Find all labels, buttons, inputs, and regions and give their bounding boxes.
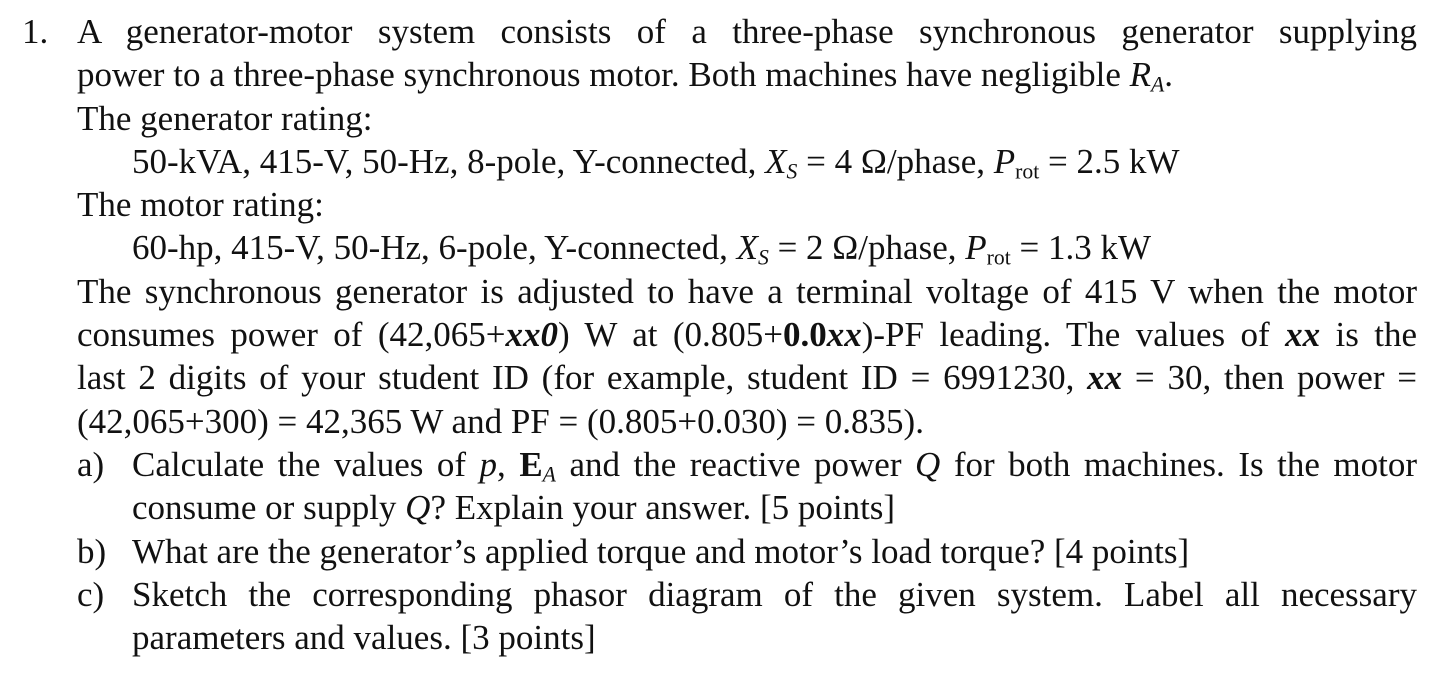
ea-symbol: E	[519, 444, 543, 484]
motor-heading: The motor rating:	[77, 185, 324, 225]
part-a	[77, 443, 1417, 530]
intro-line-1: A generator-motor system consists of a three-phase synchronous generator supplying	[77, 12, 1417, 51]
gen-xs-subscript: S	[786, 159, 798, 184]
para2-text-h: is the	[1320, 315, 1417, 355]
part-c-line-1: Sketch the corresponding phasor diagram of the given system. Label all necessary	[132, 574, 1417, 614]
gen-xs-symbol: X	[765, 141, 787, 181]
generator-specs	[77, 140, 1417, 183]
motor-prot-value: = 1.3 kW	[1010, 228, 1151, 268]
paragraph-line-4: (42,065+300) = 42,365 W and PF = (0.805+0.030) = 0.835).	[77, 401, 924, 441]
part-b-label: b)	[77, 531, 107, 571]
intro-text: power to a three-phase synchronous motor. Both machines have negligible	[77, 55, 1130, 95]
part-c-line-2: parameters and values. [3 points]	[132, 618, 596, 658]
problem-body	[77, 10, 1417, 659]
para2-text-a: consumes power of (42,065+	[77, 315, 506, 355]
para2-text-f: )-PF leading. The values of	[861, 315, 1286, 355]
part-a-text-d: for both machines. Is the motor	[940, 444, 1417, 484]
intro-end: .	[1164, 55, 1174, 95]
motor-xs-value: = 2 Ω/phase,	[768, 228, 966, 268]
part-a-line-1	[132, 443, 1417, 486]
problem-1	[22, 10, 1417, 659]
generator-specs-text: 50-kVA, 415-V, 50-Hz, 8-pole, Y-connected,	[132, 141, 766, 181]
part-a-text-c: and the reactive power	[555, 444, 916, 484]
part-a-line-2	[132, 486, 1417, 529]
para2-xx0: xx0	[505, 315, 558, 355]
part-a-label: a)	[77, 444, 105, 484]
part-a-text-b: ,	[497, 444, 520, 484]
gen-prot-value: = 2.5 kW	[1039, 141, 1180, 181]
ra-subscript: A	[1151, 72, 1165, 97]
part-a-text-e: consume or supply	[132, 488, 406, 528]
p-symbol: p	[479, 444, 498, 484]
para3-text-c: = 30, then power =	[1122, 358, 1417, 398]
paragraph-line-1: The synchronous generator is adjusted to have a terminal voltage of 415 V when the motor	[77, 271, 1417, 311]
part-b	[77, 530, 1417, 573]
ea-subscript: A	[542, 462, 556, 487]
motor-prot-symbol: P	[965, 228, 987, 268]
intro-line-2	[77, 53, 1417, 96]
gen-prot-subscript: rot	[1015, 159, 1040, 184]
motor-specs	[77, 226, 1417, 269]
motor-xs-subscript: S	[757, 245, 769, 270]
para2-xx: xx	[826, 315, 862, 355]
gen-prot-symbol: P	[993, 141, 1016, 181]
motor-specs-text: 60-hp, 415-V, 50-Hz, 6-pole, Y-connected,	[132, 228, 737, 268]
part-b-text: What are the generator’s applied torque and motor’s load torque? [4 points]	[132, 531, 1190, 571]
para2-bold-00: 0.0	[783, 315, 827, 355]
part-a-text-a: Calculate the values of	[132, 444, 480, 484]
part-c	[77, 573, 1417, 660]
motor-prot-subscript: rot	[986, 245, 1011, 270]
q-symbol-2: Q	[405, 488, 431, 528]
para3-text-a: last 2 digits of your student ID (for example, student ID = 6991230,	[77, 358, 1088, 398]
q-symbol: Q	[915, 444, 941, 484]
problem-number: 1.	[22, 12, 49, 51]
part-a-text-f: ? Explain your answer. [5 points]	[430, 488, 896, 528]
generator-heading: The generator rating:	[77, 98, 373, 138]
para3-xx: xx	[1087, 358, 1123, 398]
para2-xx-2: xx	[1285, 315, 1321, 355]
para2-text-c: ) W at (0.805+	[557, 315, 783, 355]
paragraph-line-3	[77, 356, 1417, 399]
gen-xs-value: = 4 Ω/phase,	[797, 141, 994, 181]
part-c-label: c)	[77, 574, 105, 614]
ra-symbol: R	[1129, 55, 1152, 95]
motor-xs-symbol: X	[736, 228, 758, 268]
paragraph-line-2	[77, 313, 1417, 356]
